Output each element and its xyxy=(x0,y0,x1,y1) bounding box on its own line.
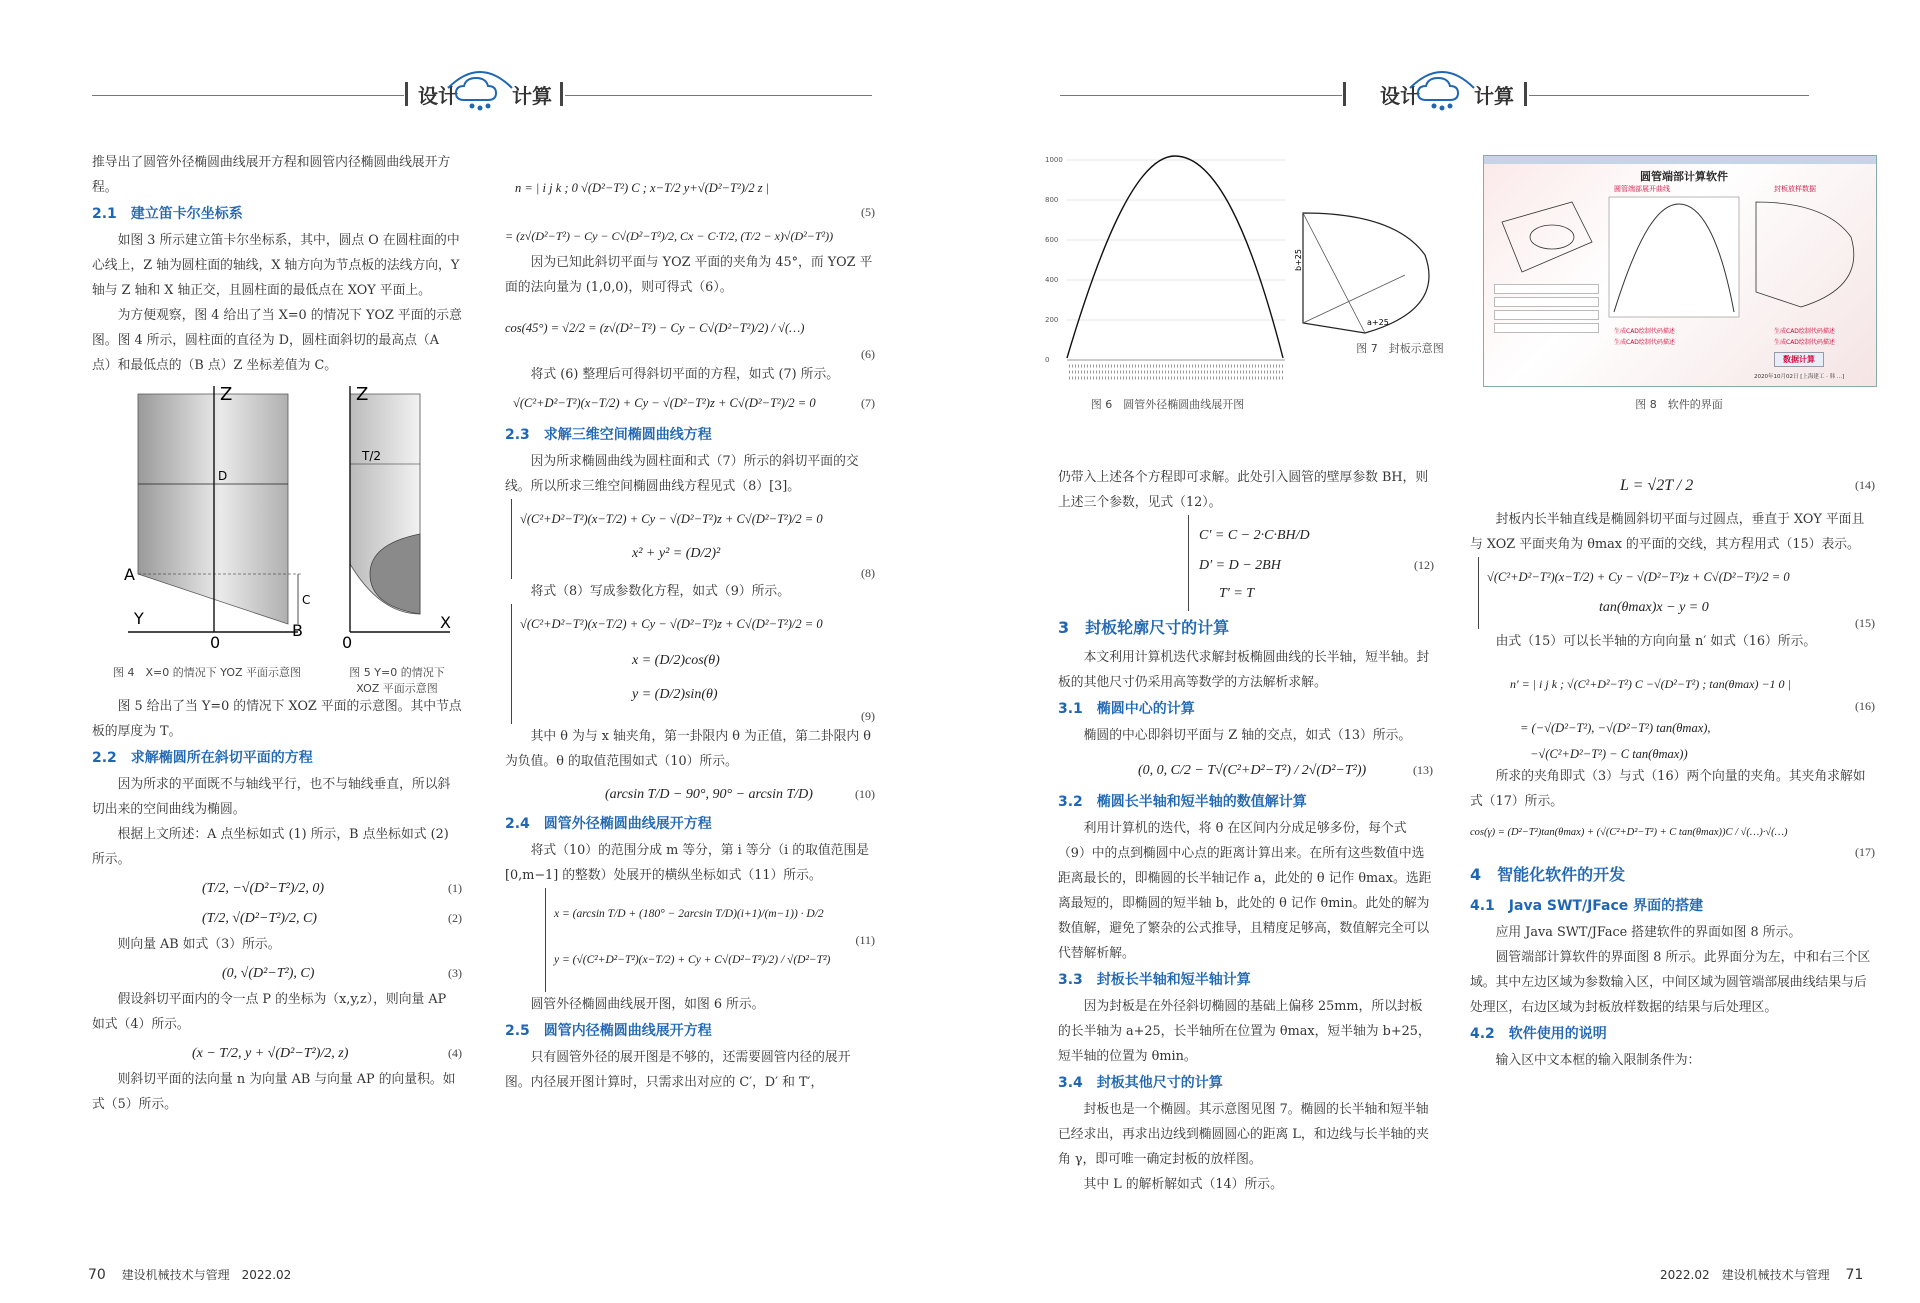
generate-cad-button[interactable]: 生成CAD绘制代码描述 xyxy=(1774,339,1835,346)
window-titlebar xyxy=(1484,156,1876,164)
section-heading-4-2: 4.2 软件使用的说明 xyxy=(1470,1026,1607,1042)
paragraph: 图 5 给出了当 Y=0 的情况下 XOZ 平面的示意图。其中节点板的厚度为 T。 xyxy=(92,699,462,739)
header-bar xyxy=(1524,82,1527,106)
y-tick-label: 400 xyxy=(1045,276,1059,284)
journal-name: 建设机械技术与管理 2022.02 xyxy=(121,1268,292,1282)
header-rule xyxy=(92,95,404,96)
axis-label-x: X xyxy=(440,613,451,632)
origin-label: 0 xyxy=(210,633,221,652)
figure-7-cover-plate xyxy=(1295,205,1455,345)
figure-6-caption: 图 6 圆管外径椭圆曲线展开图 xyxy=(1090,398,1245,411)
equation-8: √(C²+D²−T²)(x−T/2) + Cy − √(D²−T²)z + C√(D²−T²)/2 = 0 x² + y² = (D/2)² (8) xyxy=(511,499,875,579)
software-input-area xyxy=(1494,284,1599,344)
paragraph: 封板也是一个椭圆。其示意图见图 7。椭圆的长半轴和短半轴已经求出，再求出边线到椭圆圆心的距离 L，和边线与长半轴的夹角 γ，即可唯一确定封板的放样图。 xyxy=(1058,1102,1429,1167)
paragraph: 将式（10）的范围分成 m 等分，第 i 等分（i 的取值范围是 [0,m−1] 的整数）处展开的横纵坐标如式（11）所示。 xyxy=(505,843,870,883)
paragraph: 由式（15）可以长半轴的方向向量 n′ 如式（16）所示。 xyxy=(1495,634,1817,649)
header-bar xyxy=(1343,82,1346,106)
software-status: 2020年10月02日 [上海建工 · 韩 ...] xyxy=(1754,374,1845,380)
software-mid-buttons xyxy=(1614,326,1675,348)
page-number: 71 xyxy=(1845,1267,1864,1283)
figure-8-caption: 图 8 软件的界面 xyxy=(1635,398,1723,411)
paragraph: 为方便观察，图 4 给出了当 X=0 的情况下 YOZ 平面的示意图。图 4 所示，圆柱面的直径为 D，圆柱面斜切的最高点（A 点）和最低点的（B 点）Z 坐标差值为 C。 xyxy=(92,308,462,373)
left-column-2 xyxy=(505,160,875,1095)
equation-11: x = (arcsin T/D + (180° − 2arcsin T/D)(i+1)/(m−1)) · D/2 y = (√(C²+D²−T²)(x−T/2) + Cy + C√(D²−T²)/2) / √(D²−T²) (11) xyxy=(545,888,875,992)
paragraph: 椭圆的中心即斜切平面与 Z 轴的交点，如式（13）所示。 xyxy=(1083,728,1412,743)
y-tick-label: 0 xyxy=(1045,356,1050,364)
label-d: D xyxy=(218,469,228,483)
paragraph: 因为已知此斜切平面与 YOZ 平面的夹角为 45°，而 YOZ 平面的法向量为 (1,0,0)，则可得式（6）。 xyxy=(505,255,873,295)
equation-16-result-2: −√(C²+D²−T²) − C tan(θmax)) xyxy=(1530,747,1688,761)
paragraph: 将式（8）写成参数化方程，如式（9）所示。 xyxy=(530,584,791,599)
label-c: C xyxy=(302,593,311,607)
label-a-plus-25: a+25 xyxy=(1367,318,1389,327)
paragraph: 将式 (6) 整理后可得斜切平面的方程，如式 (7) 所示。 xyxy=(530,367,840,382)
header-bar xyxy=(405,82,408,106)
software-title: 圆管端部计算软件 xyxy=(1640,170,1728,183)
section-heading-2-3: 2.3 求解三维空间椭圆曲线方程 xyxy=(505,427,712,443)
left-column-1 xyxy=(92,150,462,1117)
paragraph: 假设斜切平面内的令一点 P 的坐标为（x,y,z），则向量 AP 如式（4）所示。 xyxy=(92,992,447,1032)
paragraph: 因为所求椭圆曲线为圆柱面和式（7）所示的斜切平面的交线。所以所求三维空间椭圆曲线方程见式（8）[3]。 xyxy=(505,454,859,494)
page-number: 70 xyxy=(88,1267,106,1283)
paragraph: 则向量 AB 如式（3）所示。 xyxy=(117,937,281,952)
y-tick-label: 800 xyxy=(1045,196,1059,204)
section-heading-2-5: 2.5 圆管内径椭圆曲线展开方程 xyxy=(505,1023,712,1039)
paragraph: 其中 L 的解析解如式（14）所示。 xyxy=(1083,1177,1283,1192)
software-curve-preview xyxy=(1604,192,1744,322)
paragraph: 因为所求的平面既不与轴线平行，也不与轴线垂直，所以斜切出来的空间曲线为椭圆。 xyxy=(92,777,451,817)
paragraph: 本文利用计算机迭代求解封板椭圆曲线的长半轴，短半轴。封板的其他尺寸仍采用高等数学的方法解析求解。 xyxy=(1058,650,1430,690)
section-heading-2-2: 2.2 求解椭圆所在斜切平面的方程 xyxy=(92,750,313,766)
figure-8-software-window xyxy=(1483,155,1877,387)
equation-15: √(C²+D²−T²)(x−T/2) + Cy − √(D²−T²)z + C√(D²−T²)/2 = 0 tan(θmax)x − y = 0 (15) xyxy=(1478,557,1875,629)
paragraph: 利用计算机的迭代，将 θ 在区间内分成足够多份，每个式（9）中的点到椭圆中心点的距离计算出来。在所有这些数值中选距离最长的，即椭圆的长半轴记作 a，此处的 θ 记作 θmax。选距离最短的，即椭圆的短半轴 b，此处的 θ 记作 θmin。此处的解为数值解，避免了繁杂的公式推导，且精度足够高，数值解完全可以代替解析解。 xyxy=(1058,821,1432,961)
header-label-calc: 计算 xyxy=(1474,84,1514,108)
figure-4-caption: 图 4 X=0 的情况下 YOZ 平面示意图 xyxy=(112,666,302,679)
paragraph: 只有圆管外径的展开图是不够的，还需要圆管内径的展开图。内径展开图计算时，只需求出对应的 C′，D′ 和 T′， xyxy=(505,1050,851,1090)
section-heading-3-3: 3.3 封板长半轴和短半轴计算 xyxy=(1058,972,1251,988)
section-heading-3: 3 封板轮廓尺寸的计算 xyxy=(1058,618,1230,637)
section-heading-4-1: 4.1 Java SWT/JFace 界面的搭建 xyxy=(1470,898,1704,914)
figure-5-caption-line-1: 图 5 Y=0 的情况下 xyxy=(349,666,445,679)
right-column-2 xyxy=(1470,465,1875,1073)
header-label-design: 设计 xyxy=(1380,84,1420,108)
header-cloud-icon xyxy=(1402,62,1482,114)
paragraph: 如图 3 所示建立笛卡尔坐标系，其中，圆点 O 在圆柱面的中心线上，Z 轴为圆柱面的轴线，X 轴方向为节点板的法线方向，Y 轴与 Z 轴和 X 轴正交，且圆柱面的最低点在 XOY 平面上。 xyxy=(92,233,460,298)
equation-4: (x − T/2, y + √(D²−T²)/2, z) (4) xyxy=(192,1046,462,1061)
equation-16-result-1: = (−√(D²−T²), −√(D²−T²) tan(θmax), xyxy=(1520,721,1711,735)
footer xyxy=(1660,1266,1863,1283)
software-plate-preview xyxy=(1746,192,1868,322)
equation-17: cos(γ) = (D²−T²)tan(θmax) + (√(C²+D²−T²) + C tan(θmax))C / √(…)·√(…) (17) xyxy=(1470,827,1875,859)
section-heading-4: 4 智能化软件的开发 xyxy=(1470,865,1626,884)
equation-10: (arcsin T/D − 90°, 90° − arcsin T/D) (10) xyxy=(605,787,875,802)
header-rule xyxy=(1060,95,1342,96)
axis-label-y: Y xyxy=(134,609,144,628)
equation-16-matrix: n′ = | i j k ; √(C²+D²−T²) C −√(D²−T²) ; tan(θmax) −1 0 | (16) xyxy=(1510,677,1875,713)
section-heading-2-4: 2.4 圆管外径椭圆曲线展开方程 xyxy=(505,816,712,832)
generate-cad-button[interactable]: 生成CAD绘制代码描述 xyxy=(1614,328,1675,335)
paragraph: 其中 θ 为与 x 轴夹角，第一卦限内 θ 为正值，第二卦限内 θ 为负值。θ 的取值范围如式（10）所示。 xyxy=(505,729,871,769)
equation-13: (0, 0, C/2 − T√(C²+D²−T²) / 2√(D²−T²)) (13) xyxy=(1138,763,1433,778)
paragraph: 仍带入上述各个方程即可求解。此处引入圆管的壁厚参数 BH，则上述三个参数，见式（12）。 xyxy=(1058,470,1429,510)
y-tick-label: 600 xyxy=(1045,236,1059,244)
journal-name: 2022.02 建设机械技术与管理 xyxy=(1660,1268,1830,1282)
figure-6-unrolled-curve xyxy=(1045,150,1290,400)
equation-7: √(C²+D²−T²)(x−T/2) + Cy − √(D²−T²)z + C√(D²−T²)/2 = 0 (7) xyxy=(513,396,875,410)
software-3d-preview xyxy=(1492,192,1602,282)
label-t-half: T/2 xyxy=(362,449,382,463)
section-heading-3-4: 3.4 封板其他尺寸的计算 xyxy=(1058,1075,1223,1091)
footer xyxy=(88,1266,291,1283)
calculate-button[interactable]: 数据计算 xyxy=(1774,352,1824,367)
section-heading-3-2: 3.2 椭圆长半轴和短半轴的数值解计算 xyxy=(1058,794,1307,810)
paragraph: 圆管端部计算软件的界面图 8 所示。此界面分为左，中和右三个区域。其中左边区域为参数输入区，中间区域为圆管端部展曲线结果与后处理区，右边区域为封板放样数据的结果与后处理区。 xyxy=(1470,950,1871,1015)
point-label-b: B xyxy=(292,621,303,640)
equation-9: √(C²+D²−T²)(x−T/2) + Cy − √(D²−T²)z + C√(D²−T²)/2 = 0 x = (D/2)cos(θ) y = (D/2)sin(θ) (9) xyxy=(511,604,875,724)
point-label-a: A xyxy=(124,565,135,584)
header-cloud-icon xyxy=(440,62,520,114)
equation-14: L = √2T / 2 (14) xyxy=(1620,477,1875,494)
equation-1: (T/2, −√(D²−T²)/2, 0) (1) xyxy=(202,881,462,896)
section-heading-3-1: 3.1 椭圆中心的计算 xyxy=(1058,701,1195,717)
paragraph: 圆管外径椭圆曲线展开图，如图 6 所示。 xyxy=(530,997,765,1012)
paragraph: 则斜切平面的法向量 n 为向量 AB 与向量 AP 的向量积。如式（5）所示。 xyxy=(92,1072,456,1112)
figure-5-xoz xyxy=(340,384,460,654)
paragraph: 封板内长半轴直线是椭圆斜切平面与过圆点，垂直于 XOY 平面且与 XOZ 平面夹角为 θmax 的平面的交线，其方程用式（15）表示。 xyxy=(1470,512,1865,552)
axis-label-z: Z xyxy=(220,384,233,405)
header-rule xyxy=(565,95,872,96)
right-column-1 xyxy=(1058,465,1433,1197)
software-subtitle-plate: 封板放样数据 xyxy=(1774,185,1816,193)
curve-line xyxy=(1067,156,1283,358)
paragraph: 推导出了圆管外径椭圆曲线展开方程和圆管内径椭圆曲线展开方程。 xyxy=(92,155,451,195)
axis-label-z: Z xyxy=(356,384,369,405)
equation-12: C′ = C − 2·C·BH/D D′ = D − 2BH T′ = T (12) xyxy=(1188,515,1434,611)
header-rule xyxy=(1529,95,1809,96)
equation-5-result: = (z√(D²−T²) − Cy − C√(D²−T²)/2, Cx − C·T/2, (T/2 − x)√(D²−T²)) xyxy=(505,229,834,243)
paragraph: 应用 Java SWT/JFace 搭建软件的界面如图 8 所示。 xyxy=(1495,925,1802,940)
equation-6: cos(45°) = √2/2 = (z√(D²−T²) − Cy − C√(D²−T²)/2) / √(…) (6) xyxy=(505,321,875,361)
figure-7-caption: 图 7 封板示意图 xyxy=(1356,342,1444,355)
header-label-design: 设计 xyxy=(418,84,458,108)
section-heading-2-1: 2.1 建立笛卡尔坐标系 xyxy=(92,206,243,222)
equation-5-matrix: n = | i j k ; 0 √(D²−T²) C ; x−T/2 y+√(D²−T²)/2 z | (5) xyxy=(515,181,875,219)
y-tick-label: 1000 xyxy=(1045,156,1063,164)
paragraph: 输入区中文本框的输入限制条件为： xyxy=(1495,1053,1701,1068)
paragraph: 所求的夹角即式（3）与式（16）两个向量的夹角。其夹角求解如式（17）所示。 xyxy=(1470,769,1866,809)
header-bar xyxy=(560,82,563,106)
software-subtitle-curve: 圆管端部展开曲线 xyxy=(1614,185,1670,193)
equation-3: (0, √(D²−T²), C) (3) xyxy=(222,966,462,981)
paragraph: 因为封板是在外径斜切椭圆的基础上偏移 25mm，所以封板的长半轴为 a+25，长半轴所在位置为 θmax，短半轴为 b+25，短半轴的位置为 θmin。 xyxy=(1058,999,1431,1064)
origin-label: 0 xyxy=(342,633,353,652)
generate-cad-button[interactable]: 生成CAD绘制代码描述 xyxy=(1614,339,1675,346)
software-right-buttons xyxy=(1774,326,1835,348)
label-b-plus-25: b+25 xyxy=(1294,249,1303,271)
figures-4-5 xyxy=(92,384,462,694)
equation-2: (T/2, √(D²−T²)/2, C) (2) xyxy=(202,911,462,926)
right-page xyxy=(960,0,1920,1303)
paragraph: 根据上文所述：A 点坐标如式 (1) 所示，B 点坐标如式 (2) 所示。 xyxy=(92,827,449,867)
figure-5-caption-line-2: XOZ 平面示意图 xyxy=(356,682,438,695)
generate-cad-button[interactable]: 生成CAD绘制代码描述 xyxy=(1774,328,1835,335)
header-label-calc: 计算 xyxy=(512,84,552,108)
y-tick-label: 200 xyxy=(1045,316,1059,324)
